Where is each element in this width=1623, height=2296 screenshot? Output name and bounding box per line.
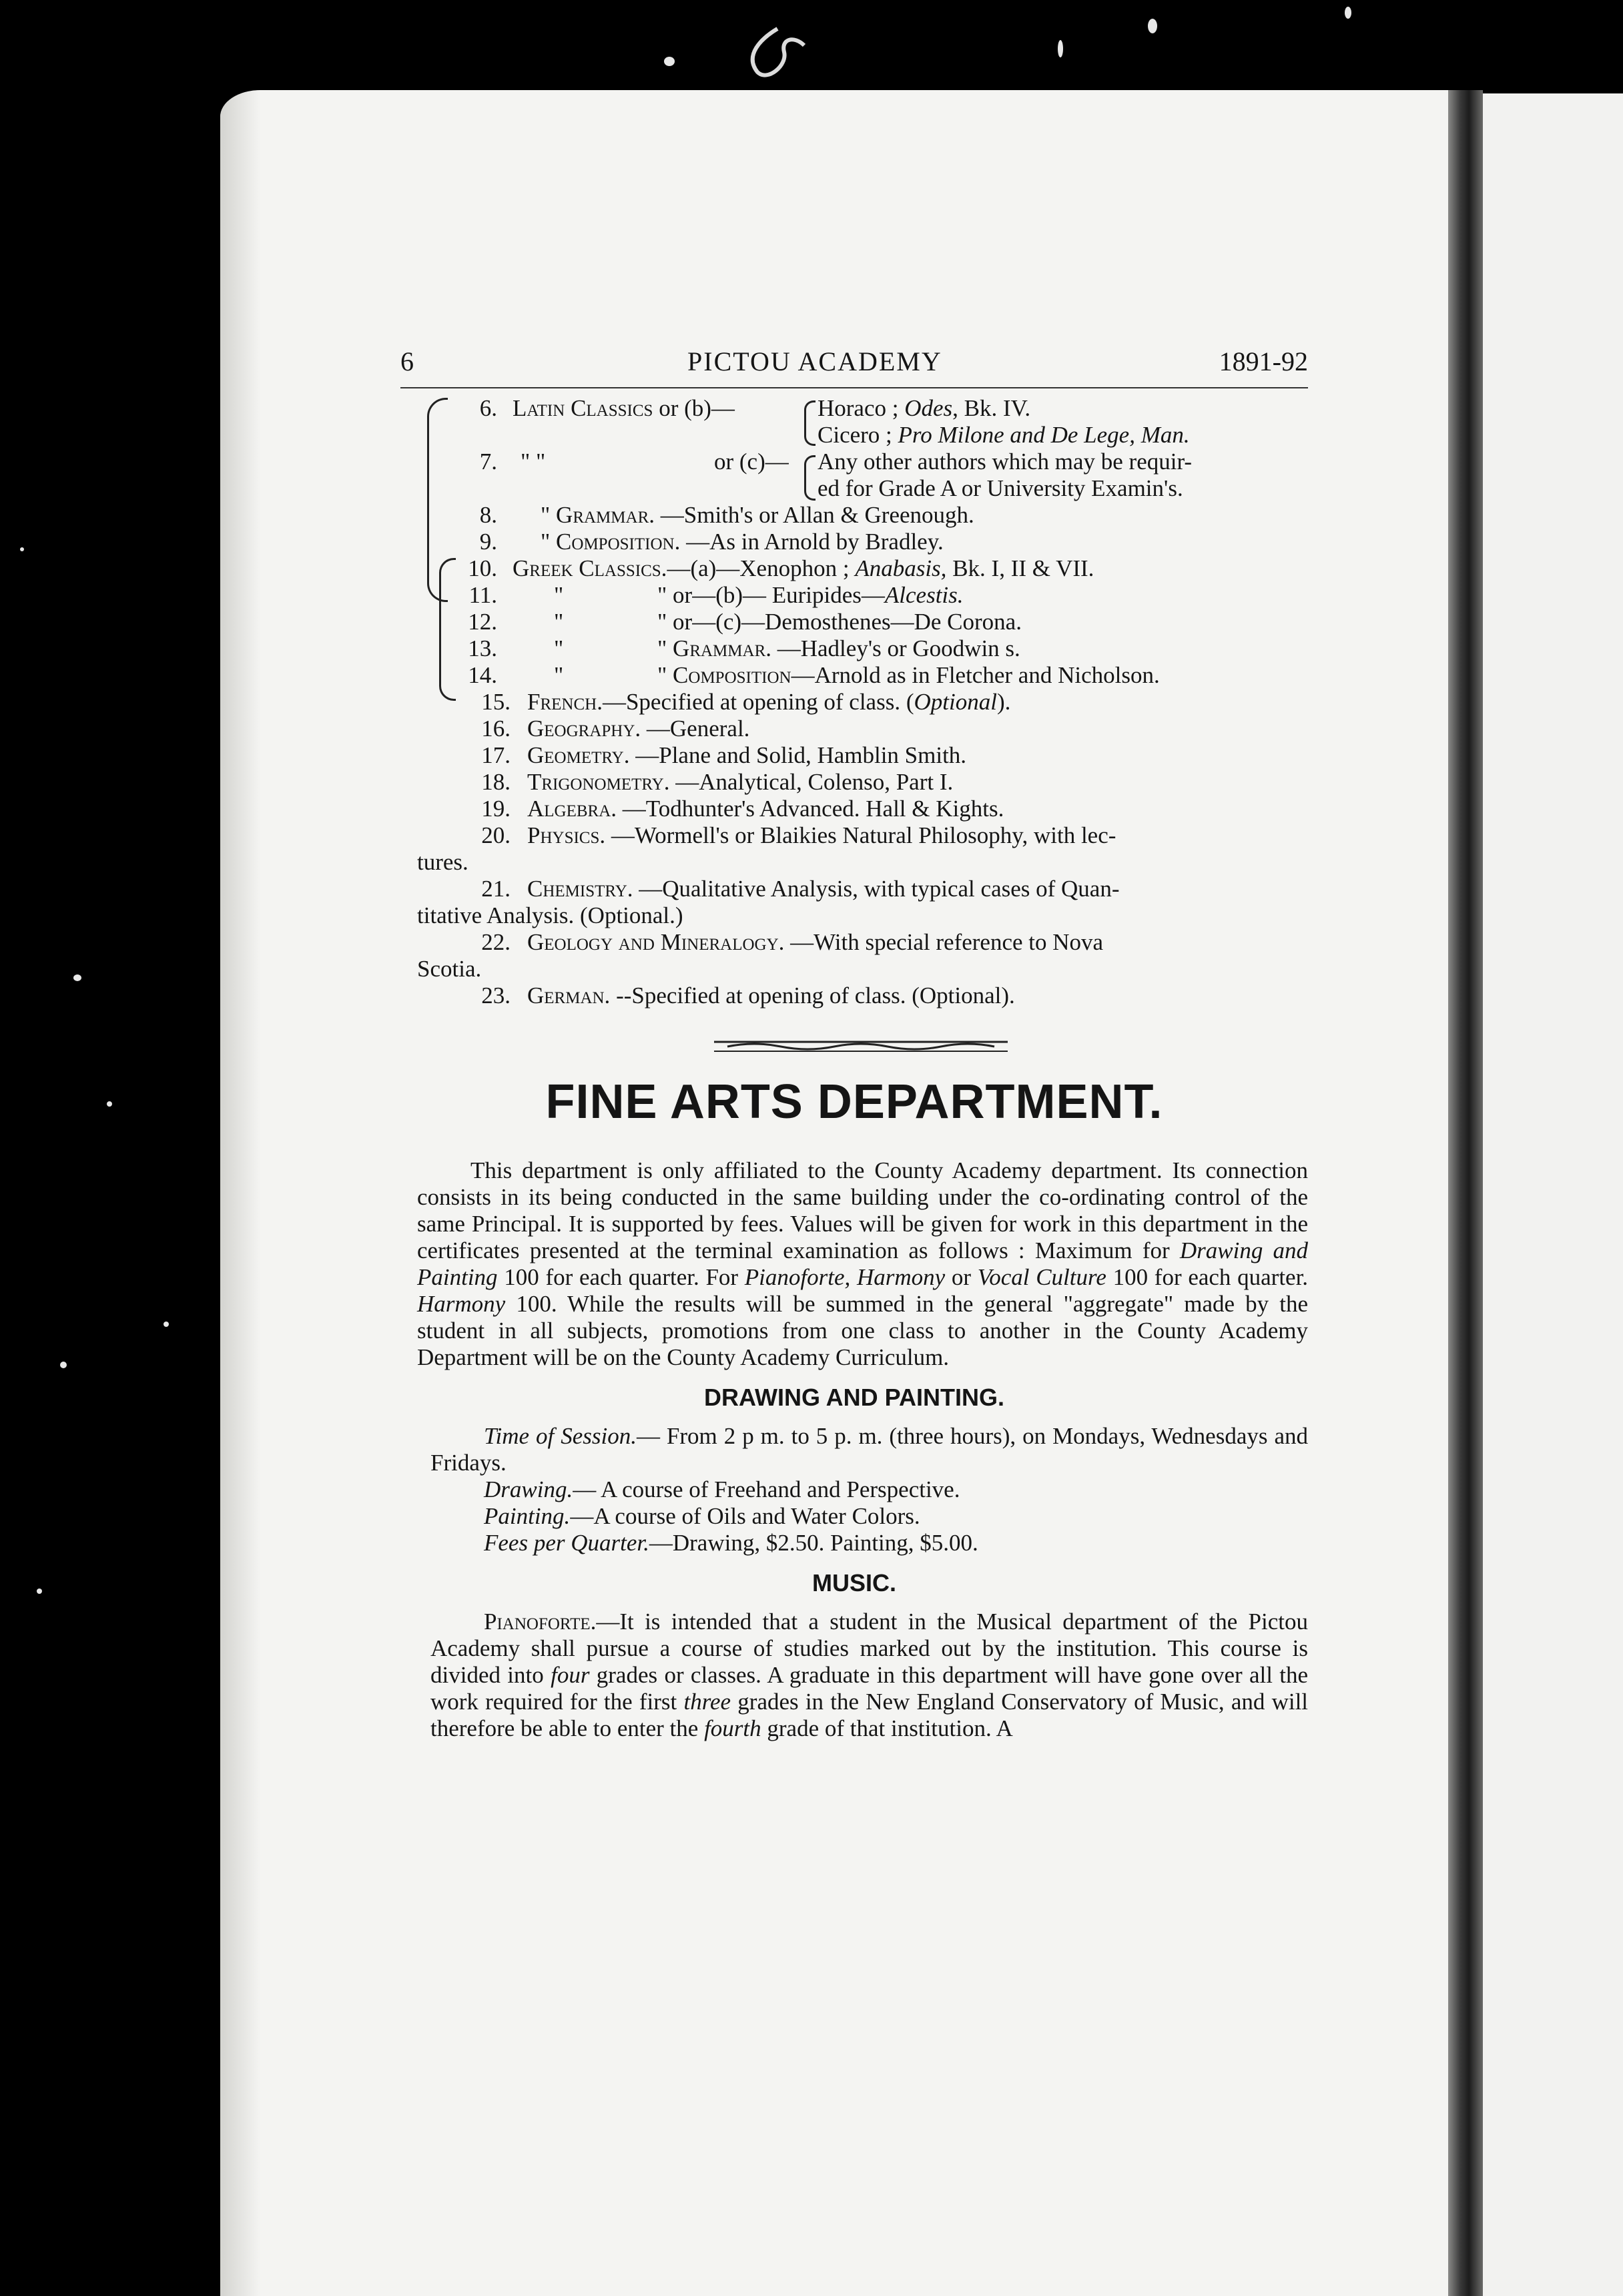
intro-text: or bbox=[951, 1264, 972, 1290]
course-item bbox=[400, 822, 1308, 849]
course-item bbox=[400, 929, 1308, 956]
session-text: — From 2 p m. to 5 p. m. (three hours), on Mondays, Wednesdays and Fridays. bbox=[430, 1423, 1308, 1476]
fine-arts-intro bbox=[400, 1157, 1308, 1371]
course-number: 10. bbox=[468, 555, 497, 581]
course-number: 12. bbox=[468, 609, 497, 635]
scan-speck bbox=[164, 1322, 169, 1327]
intro-italic: Harmony bbox=[417, 1291, 506, 1317]
ditto-mark: " bbox=[554, 635, 564, 661]
drawing-heading: DRAWING AND PAINTING. bbox=[704, 1384, 1004, 1411]
music-paragraph bbox=[400, 1609, 1308, 1742]
scan-speck bbox=[1345, 7, 1351, 19]
course-item bbox=[400, 529, 1308, 555]
course-number: 17. bbox=[481, 742, 511, 768]
course-item bbox=[400, 582, 1308, 609]
ditto-mark: " bbox=[541, 502, 551, 528]
course-item bbox=[400, 769, 1308, 796]
course-description: —General. bbox=[641, 715, 750, 742]
page-content bbox=[400, 347, 1308, 1742]
course-label: German. bbox=[527, 982, 611, 1009]
option-italic: Pro Milone and De Lege, Man. bbox=[898, 422, 1190, 448]
course-text bbox=[527, 796, 1004, 822]
course-text bbox=[513, 395, 735, 422]
scan-speck bbox=[1058, 40, 1063, 57]
option-text: Any other authors which may be requir- bbox=[818, 449, 1193, 475]
page-edge-shadow bbox=[220, 90, 260, 2296]
intro-text: 100 for each quarter. For bbox=[504, 1264, 739, 1290]
course-italic: Alcestis. bbox=[884, 582, 964, 608]
course-description: titative Analysis. (Optional.) bbox=[417, 902, 683, 928]
course-text bbox=[527, 689, 1010, 715]
facing-page-edge bbox=[1483, 93, 1623, 2296]
course-label: Algebra. bbox=[527, 796, 617, 822]
scan-speck bbox=[73, 974, 81, 981]
course-description: —With special reference to Nova bbox=[784, 929, 1104, 955]
drawing-text: — A course of Freehand and Perspective. bbox=[573, 1476, 960, 1502]
scan-speck bbox=[1148, 19, 1157, 33]
course-number: 22. bbox=[481, 929, 511, 955]
course-number: 18. bbox=[481, 769, 511, 795]
course-text bbox=[527, 929, 1103, 956]
option-italic: Odes bbox=[904, 395, 953, 421]
music-italic: fourth bbox=[704, 1715, 761, 1741]
ditto-mark: " bbox=[554, 662, 564, 688]
course-label: Geometry. bbox=[527, 742, 630, 768]
course-label: Composition. bbox=[556, 529, 681, 555]
course-label: Trigonometry. bbox=[527, 769, 670, 795]
course-text bbox=[657, 662, 1160, 689]
music-italic: four bbox=[551, 1662, 590, 1688]
course-text bbox=[527, 742, 966, 769]
fees bbox=[430, 1530, 1308, 1556]
course-text bbox=[541, 529, 944, 555]
fees-label: Fees per Quarter. bbox=[484, 1530, 649, 1556]
intro-text: This department is only affiliated to the County Academy department. Its connection consists in its being conducted in the same building under the co-ordinating control of the same Principal. It is supported by fees. Values will be given for work in this department in the certificates presented at the terminal examination as follows : Maximum for bbox=[417, 1157, 1308, 1263]
painting-course bbox=[430, 1503, 1308, 1530]
music-text: grade of that institution. A bbox=[767, 1715, 1013, 1741]
course-number: 8. bbox=[479, 502, 497, 528]
course-number: 6. bbox=[479, 395, 497, 421]
course-item bbox=[400, 715, 1308, 742]
course-description: —Wormell's or Blaikies Natural Philosophy, with lec- bbox=[605, 822, 1116, 848]
section-title: FINE ARTS DEPARTMENT. bbox=[545, 1075, 1163, 1129]
course-list bbox=[400, 395, 1308, 1009]
painting-label: Painting. bbox=[484, 1503, 571, 1529]
course-label: Geography. bbox=[527, 715, 641, 742]
running-head bbox=[400, 347, 1308, 388]
course-italic: Anabasis, bbox=[855, 555, 947, 581]
course-item bbox=[400, 662, 1308, 689]
course-item bbox=[400, 609, 1308, 635]
session-times bbox=[430, 1423, 1308, 1476]
intro-text: 100. While the results will be summed in the general "aggregate" made by the student in all subjects, promotions from one class to another in the County Academy Department will be on the County Academy Curriculum. bbox=[417, 1291, 1308, 1370]
course-number: 16. bbox=[481, 715, 511, 742]
course-item bbox=[400, 635, 1308, 662]
course-item bbox=[400, 502, 1308, 529]
course-options bbox=[818, 449, 1192, 502]
course-description: —Arnold as in Fletcher and Nicholson. bbox=[791, 662, 1160, 688]
course-description: Scotia. bbox=[417, 956, 482, 982]
course-description: —Plane and Solid, Hamblin Smith. bbox=[629, 742, 967, 768]
course-text bbox=[541, 502, 974, 529]
course-connector: or (c)— bbox=[714, 449, 789, 475]
course-description: tures. bbox=[417, 849, 468, 875]
running-year: 1891-92 bbox=[1219, 346, 1308, 376]
music-text: —It is intended that a student in the Musical department of the Pictou Academy shall pursue a course of studies marked out by the institution. This course is divided into bbox=[430, 1609, 1308, 1688]
course-item bbox=[400, 555, 1308, 582]
course-description: " or—(b)— Euripides— bbox=[657, 582, 885, 608]
scan-speck bbox=[37, 1589, 42, 1594]
music-heading: MUSIC. bbox=[812, 1569, 896, 1597]
course-item bbox=[400, 876, 1308, 902]
course-description: ). bbox=[996, 689, 1011, 715]
course-label: Grammar. bbox=[673, 635, 771, 661]
course-label: Latin Classics bbox=[513, 395, 653, 421]
ditto-mark: " " bbox=[521, 449, 546, 475]
course-number: 13. bbox=[468, 635, 497, 661]
course-label: Physics. bbox=[527, 822, 606, 848]
course-connector: or (b)— bbox=[653, 395, 735, 421]
course-text bbox=[657, 635, 1020, 662]
option-text: , Bk. IV. bbox=[952, 395, 1031, 421]
course-options bbox=[818, 395, 1190, 449]
drawing-schedule bbox=[400, 1423, 1308, 1556]
book-gutter bbox=[1448, 90, 1483, 2296]
course-italic: Optional bbox=[914, 689, 997, 715]
music-italic: three bbox=[683, 1689, 731, 1715]
course-description: Bk. I, II & VII. bbox=[946, 555, 1094, 581]
course-description: —Todhunter's Advanced. Hall & Kights. bbox=[617, 796, 1004, 822]
course-text bbox=[513, 555, 1094, 582]
course-label: Grammar. bbox=[556, 502, 655, 528]
course-label: Geology and Mineralogy. bbox=[527, 929, 785, 955]
course-description: --Specified at opening of class. (Optional). bbox=[610, 982, 1015, 1009]
course-item bbox=[400, 689, 1308, 715]
course-text bbox=[527, 982, 1015, 1009]
ditto-mark: " bbox=[541, 529, 551, 555]
ditto-mark: " bbox=[657, 662, 673, 688]
intro-text: 100 for each quarter. bbox=[1112, 1264, 1309, 1290]
course-item bbox=[400, 982, 1308, 1009]
pencil-scribble bbox=[737, 25, 811, 89]
course-description: —Specified at opening of class. ( bbox=[602, 689, 914, 715]
course-number: 20. bbox=[481, 822, 511, 848]
ditto-mark: " bbox=[554, 609, 564, 635]
ditto-mark: " bbox=[657, 635, 673, 661]
course-number: 19. bbox=[481, 796, 511, 822]
course-text bbox=[527, 822, 1116, 849]
ditto-mark: " bbox=[554, 582, 564, 608]
course-label: French. bbox=[527, 689, 603, 715]
fees-text: —Drawing, $2.50. Painting, $5.00. bbox=[649, 1530, 978, 1556]
intro-italic: Vocal Culture bbox=[977, 1264, 1106, 1290]
running-title: PICTOU ACADEMY bbox=[687, 346, 942, 376]
scan-speck bbox=[664, 57, 675, 66]
course-label: Chemistry. bbox=[527, 876, 633, 902]
scan-speck bbox=[20, 547, 24, 551]
course-item-continuation bbox=[400, 902, 1308, 929]
course-description: " or—(c)—Demosthenes—De Corona. bbox=[657, 609, 1022, 635]
course-item-continuation bbox=[400, 849, 1308, 876]
course-number: 21. bbox=[481, 876, 511, 902]
course-description: —As in Arnold by Bradley. bbox=[680, 529, 944, 555]
music-label: Pianoforte. bbox=[484, 1609, 597, 1635]
drawing-label: Drawing. bbox=[484, 1476, 573, 1502]
course-item bbox=[400, 449, 1308, 502]
option-text: Cicero ; bbox=[818, 422, 898, 448]
painting-text: —A course of Oils and Water Colors. bbox=[570, 1503, 920, 1529]
course-number: 23. bbox=[481, 982, 511, 1009]
course-item-continuation bbox=[400, 956, 1308, 982]
intro-italic: Drawing and Painting bbox=[417, 1237, 1309, 1290]
music-text: grades in the New England Conservatory of Music, and will therefore be able to enter the bbox=[430, 1689, 1309, 1741]
course-item bbox=[400, 796, 1308, 822]
course-text bbox=[657, 582, 964, 609]
course-number: 15. bbox=[481, 689, 511, 715]
course-item bbox=[400, 395, 1308, 449]
ornamental-rule bbox=[714, 1039, 1008, 1053]
scan-speck bbox=[107, 1101, 112, 1107]
course-label: Greek Classics. bbox=[513, 555, 667, 581]
option-text: ed for Grade A or University Examin's. bbox=[818, 475, 1183, 501]
course-number: 11. bbox=[468, 582, 497, 608]
option-text: Horaco ; bbox=[818, 395, 905, 421]
scan-speck bbox=[60, 1362, 67, 1368]
course-text bbox=[527, 769, 953, 796]
course-label: Composition bbox=[673, 662, 791, 688]
page-number: 6 bbox=[400, 346, 414, 376]
drawing-course bbox=[430, 1476, 1308, 1503]
course-description: —Hadley's or Goodwin s. bbox=[771, 635, 1020, 661]
course-text bbox=[527, 876, 1120, 902]
course-description: —(a)—Xenophon ; bbox=[667, 555, 856, 581]
session-label: Time of Session. bbox=[484, 1423, 637, 1449]
course-number: 9. bbox=[479, 529, 497, 555]
intro-italic: Pianoforte, Harmony bbox=[744, 1264, 946, 1290]
course-description: —Qualitative Analysis, with typical cases of Quan- bbox=[633, 876, 1120, 902]
course-number: 7. bbox=[479, 449, 497, 475]
course-item bbox=[400, 742, 1308, 769]
course-number: 14. bbox=[468, 662, 497, 688]
course-description: —Analytical, Colenso, Part I. bbox=[669, 769, 954, 795]
course-text bbox=[527, 715, 749, 742]
music-text: grades or classes. A graduate in this department will have gone over all the work required for the first bbox=[430, 1662, 1309, 1715]
course-description: —Smith's or Allan & Greenough. bbox=[655, 502, 974, 528]
course-text bbox=[521, 449, 545, 475]
